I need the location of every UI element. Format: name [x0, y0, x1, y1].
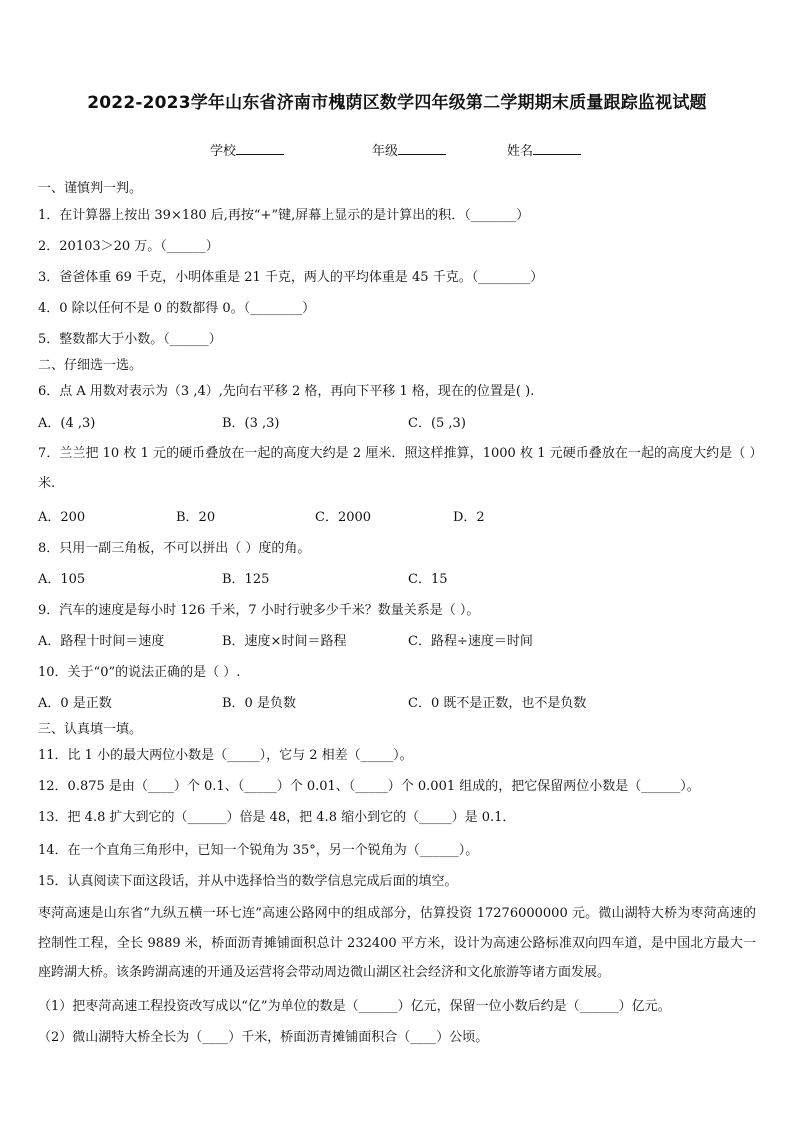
question-8-option-c: C．15 — [408, 572, 448, 587]
grade-field — [372, 140, 446, 159]
question-10-option-a: A．0 是正数 — [38, 696, 112, 711]
question-8: 8．只用一副三角板，不可以拼出（ ）度的角。 — [38, 541, 311, 556]
question-10-option-c: C．0 既不是正数，也不是负数 — [408, 696, 587, 711]
question-6: 6．点 A 用数对表示为（3 ,4）,先向右平移 2 格，再向下平移 1 格，现在的位置是( ). — [38, 384, 535, 399]
question-6-option-b: B．(3 ,3) — [222, 416, 280, 431]
question-7-option-a: A．200 — [38, 510, 86, 525]
section-heading-3: 三、认真填一填。 — [38, 722, 143, 737]
question-9-option-a: A．路程十时间＝速度 — [38, 634, 165, 649]
section-heading-1: 一、谨慎判一判。 — [38, 181, 143, 196]
school-label: 学校 — [210, 144, 237, 159]
school-field — [210, 140, 284, 159]
question-7: 7．兰兰把 10 枚 1 元的硬币叠放在一起的高度大约是 2 厘米．照这样推算，1000 枚 1 元硬币叠放在一起的高度大约是（ ）米. — [38, 446, 756, 491]
question-9-option-c: C．路程÷速度＝时间 — [408, 634, 533, 649]
question-2: 2．20103＞20 万。（______） — [38, 239, 219, 254]
question-4: 4．0 除以任何不是 0 的数都得 0。（________） — [38, 301, 316, 316]
school-blank — [236, 142, 284, 155]
name-label: 姓名 — [507, 144, 534, 159]
page-title: 2022-2023学年山东省济南市槐荫区数学四年级第二学期期末质量跟踪监视试题 — [87, 93, 707, 113]
question-7-option-c: C．2000 — [315, 510, 372, 525]
question-9-option-b: B．速度×时间＝路程 — [222, 634, 347, 649]
question-1: 1．在计算器上按出 39×180 后,再按“+”键,屏幕上显示的是计算出的积．（_______） — [38, 208, 530, 223]
question-8-option-a: A．105 — [38, 572, 86, 587]
question-5: 5．整数都大于小数。（______） — [38, 332, 222, 347]
question-15: 15．认真阅读下面这段话，并从中选择恰当的数学信息完成后面的填空。 — [38, 874, 458, 889]
question-11: 11．比 1 小的最大两位小数是（_____），它与 2 相差（_____）。 — [38, 748, 413, 763]
question-3: 3．爸爸体重 69 千克，小明体重是 21 千克，两人的平均体重是 45 千克。（________） — [38, 270, 544, 285]
question-15-part-2: （2）微山湖特大桥全长为（____）千米，桥面沥青摊铺面积合（____）公顷。 — [38, 1030, 489, 1045]
question-9: 9．汽车的速度是每小时 126 千米，7 小时行驶多少千米？数量关系是（ ）。 — [38, 603, 480, 618]
grade-blank — [398, 142, 446, 155]
question-13: 13．把 4.8 扩大到它的（______）倍是 48，把 4.8 缩小到它的（_____）是 0.1． — [38, 810, 516, 825]
question-12: 12．0.875 是由（____）个 0.1、（_____）个 0.01、（_____）个 0.001 组成的，把它保留两位小数是（______）。 — [38, 779, 700, 794]
question-6-option-a: A．(4 ,3) — [38, 416, 96, 431]
question-10: 10．关于“0”的说法正确的是（ ）. — [38, 665, 241, 680]
name-field — [507, 140, 581, 159]
question-10-option-b: B．0 是负数 — [222, 696, 296, 711]
question-7-option-d: D．2 — [453, 510, 485, 525]
question-6-option-c: C．(5 ,3) — [408, 416, 466, 431]
name-blank — [533, 142, 581, 155]
question-8-option-b: B．125 — [222, 572, 270, 587]
section-heading-2: 二、仔细选一选。 — [38, 358, 143, 373]
reading-passage: 枣菏高速是山东省“九纵五横一环七连”高速公路网中的组成部分，估算投资 17276000000 元。微山湖特大桥为枣菏高速的控制性工程，全长 9889 米，桥面沥青摊铺面积总计 232400 平方米，设计为高速公路标准双向四车道，是中国北方最大一座跨湖大桥。该条跨湖高速的开通及运营将会带动周边微山湖区社会经济和文化旅游等诸方面发展。 — [38, 906, 756, 980]
question-15-part-1: （1）把枣菏高速工程投资改写成以“亿”为单位的数是（______）亿元，保留一位小数后约是（______）亿元。 — [38, 999, 671, 1014]
question-14: 14．在一个直角三角形中，已知一个锐角为 35°，另一个锐角为（______）。 — [38, 843, 479, 858]
grade-label: 年级 — [372, 144, 399, 159]
question-7-option-b: B．20 — [176, 510, 216, 525]
